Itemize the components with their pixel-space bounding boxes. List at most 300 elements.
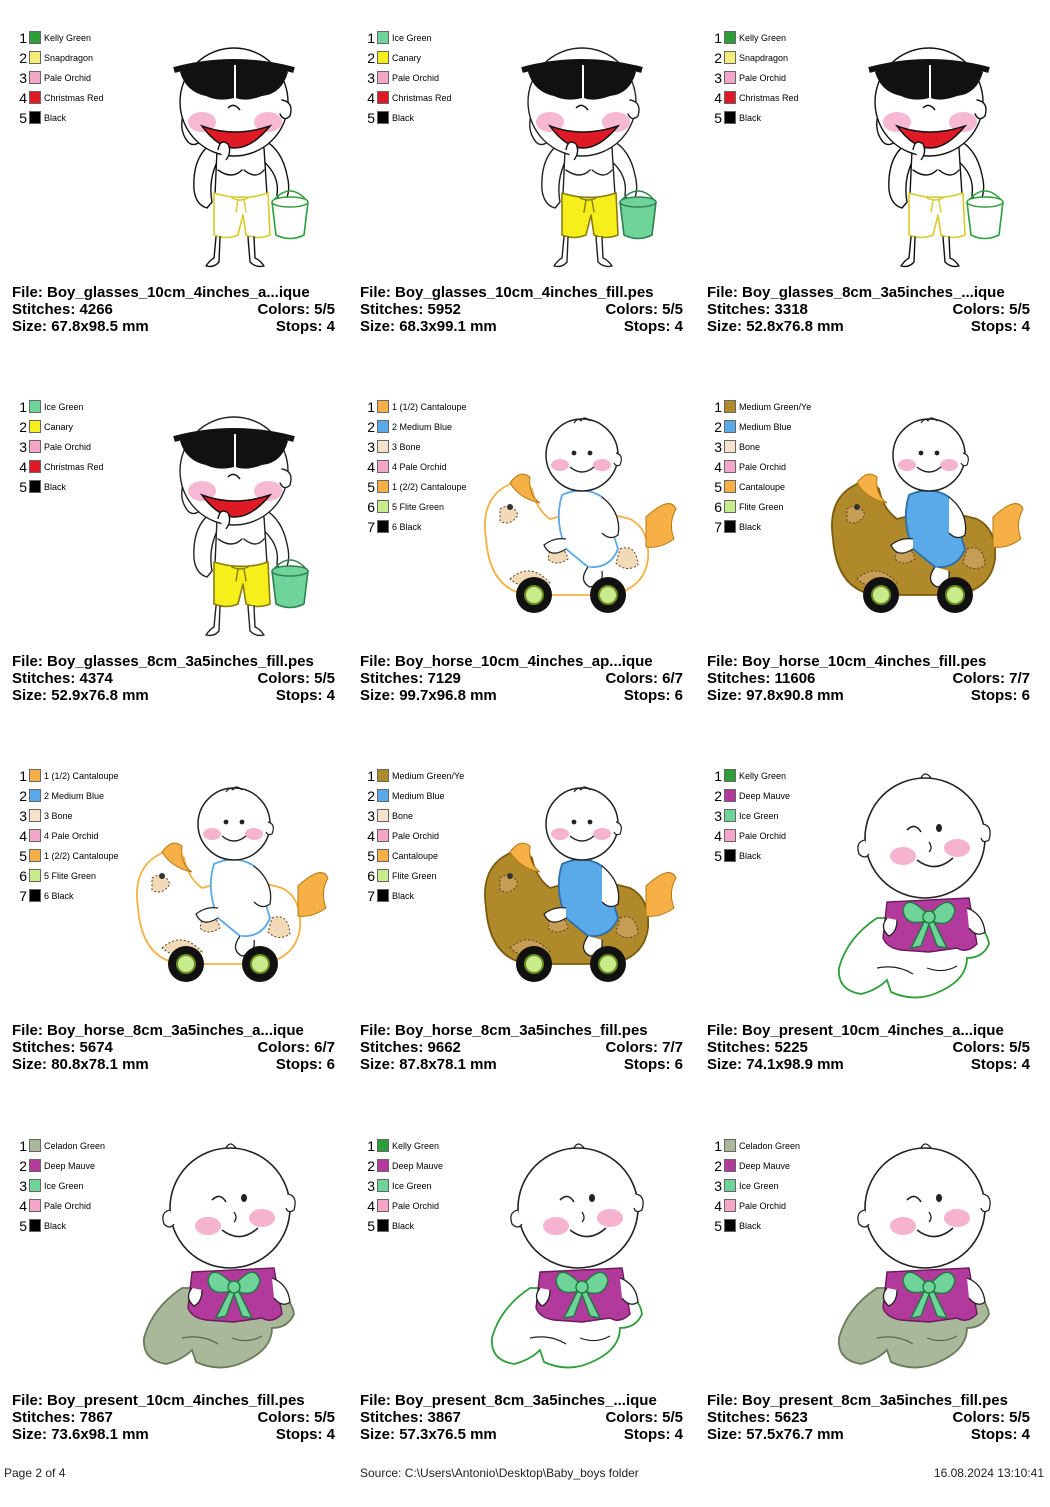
embroidery-boy-present xyxy=(122,1138,347,1378)
stitches-label: Stitches: xyxy=(12,1409,80,1426)
legend-row xyxy=(711,70,831,86)
design-info xyxy=(12,1022,335,1073)
legend-index: 1 xyxy=(367,768,375,784)
embroidery-boy-present xyxy=(470,1138,695,1378)
thread-color-swatch xyxy=(724,829,736,842)
page-number: Page 2 of 4 xyxy=(4,1466,66,1480)
legend-row xyxy=(16,888,136,904)
legend-index: 7 xyxy=(367,519,375,535)
legend-row xyxy=(364,419,484,435)
file-label: File: xyxy=(360,1022,396,1039)
file-row xyxy=(12,653,335,670)
stitches-label: Stitches: xyxy=(360,1409,428,1426)
colors-label: Colors: xyxy=(605,670,663,687)
stitches-value: 5674 xyxy=(79,1039,113,1056)
legend-row xyxy=(711,399,831,415)
file-name: Boy_glasses_10cm_4inches_a...ique xyxy=(47,284,310,301)
legend-row xyxy=(364,70,484,86)
thread-name: Medium Blue xyxy=(392,791,445,801)
legend-row xyxy=(711,90,831,106)
thread-color-swatch xyxy=(377,520,389,533)
stops-label: Stops: xyxy=(275,1426,327,1443)
legend-index: 3 xyxy=(19,70,27,86)
stops-label: Stops: xyxy=(970,1056,1022,1073)
design-info xyxy=(12,653,335,704)
thread-color-swatch xyxy=(724,1219,736,1232)
design-info xyxy=(707,653,1030,704)
legend-index: 1 xyxy=(714,30,722,46)
legend-index: 5 xyxy=(714,479,722,495)
legend-index: 2 xyxy=(19,50,27,66)
stitches-value: 7867 xyxy=(79,1409,113,1426)
thread-name: Cantaloupe xyxy=(392,851,439,861)
size-row xyxy=(360,318,683,335)
thread-name: Ice Green xyxy=(44,1181,84,1191)
legend-row xyxy=(16,30,136,46)
thread-color-swatch xyxy=(29,480,41,493)
legend-index: 4 xyxy=(19,828,27,844)
thread-name: Black xyxy=(44,1221,67,1231)
thread-color-swatch xyxy=(377,440,389,453)
legend-index: 2 xyxy=(19,1158,27,1174)
stitches-label: Stitches: xyxy=(360,670,428,687)
file-name: Boy_horse_10cm_4inches_ap...ique xyxy=(395,653,653,670)
embroidery-boy-present xyxy=(817,1138,1042,1378)
legend-row xyxy=(364,459,484,475)
design-card xyxy=(12,30,359,399)
thread-name: 5 Flite Green xyxy=(392,502,445,512)
colors-label: Colors: xyxy=(257,1039,315,1056)
thread-color-swatch xyxy=(724,809,736,822)
stitches-label: Stitches: xyxy=(707,1409,775,1426)
size-label: Size: xyxy=(707,687,747,704)
size-value: 74.1x98.9 mm xyxy=(746,1056,844,1073)
size-row xyxy=(12,1426,335,1443)
legend-row xyxy=(16,50,136,66)
stitches-row xyxy=(707,1039,1030,1056)
stops-value: 4 xyxy=(326,1426,335,1443)
thread-color-swatch xyxy=(29,889,41,902)
legend-index: 5 xyxy=(19,848,27,864)
thread-color-swatch xyxy=(377,71,389,84)
thread-name: Kelly Green xyxy=(739,33,787,43)
legend-index: 2 xyxy=(19,788,27,804)
design-preview xyxy=(470,30,695,270)
file-row xyxy=(12,284,335,301)
legend-index: 5 xyxy=(367,1218,375,1234)
file-label: File: xyxy=(360,1392,396,1409)
thread-name: Canary xyxy=(392,53,422,63)
embroidery-boy-present xyxy=(817,768,1042,1008)
design-info xyxy=(360,1392,683,1443)
legend-index: 2 xyxy=(367,50,375,66)
legend-row xyxy=(364,848,484,864)
colors-label: Colors: xyxy=(257,1409,315,1426)
legend-row xyxy=(364,499,484,515)
thread-color-swatch xyxy=(29,91,41,104)
legend-index: 6 xyxy=(367,868,375,884)
legend-row xyxy=(711,1158,831,1174)
stops-label: Stops: xyxy=(275,318,327,335)
thread-name: Medium Green/Ye xyxy=(392,771,465,781)
legend-index: 1 xyxy=(714,399,722,415)
legend-index: 1 xyxy=(19,768,27,784)
thread-name: 6 Black xyxy=(44,891,74,901)
thread-name: 1 (2/2) Cantaloupe xyxy=(392,482,467,492)
legend-row xyxy=(711,768,831,784)
thread-name: Black xyxy=(739,113,762,123)
legend-index: 3 xyxy=(19,1178,27,1194)
legend-index: 6 xyxy=(19,868,27,884)
stops-label: Stops: xyxy=(623,687,675,704)
embroidery-boy-horse xyxy=(470,399,695,639)
thread-color-swatch xyxy=(724,420,736,433)
stops-value: 4 xyxy=(326,687,335,704)
stitches-label: Stitches: xyxy=(707,1039,775,1056)
design-preview xyxy=(817,768,1042,1008)
file-name: Boy_present_10cm_4inches_a...ique xyxy=(742,1022,1004,1039)
legend-index: 4 xyxy=(367,828,375,844)
thread-name: Pale Orchid xyxy=(392,1201,440,1211)
thread-color-swatch xyxy=(724,1159,736,1172)
legend-index: 3 xyxy=(367,808,375,824)
legend-row xyxy=(364,50,484,66)
thread-name: 5 Flite Green xyxy=(44,871,97,881)
legend-row xyxy=(16,110,136,126)
thread-color-swatch xyxy=(29,1139,41,1152)
thread-name: Pale Orchid xyxy=(44,1201,92,1211)
file-row xyxy=(360,284,683,301)
legend-index: 5 xyxy=(367,110,375,126)
stitches-value: 7129 xyxy=(427,670,461,687)
thread-name: Ice Green xyxy=(392,33,432,43)
legend-row xyxy=(711,1198,831,1214)
design-preview xyxy=(122,768,347,1008)
stops-value: 4 xyxy=(674,1426,683,1443)
size-label: Size: xyxy=(12,687,52,704)
legend-row xyxy=(16,419,136,435)
size-row xyxy=(707,1426,1030,1443)
thread-color-swatch xyxy=(377,1179,389,1192)
design-card xyxy=(360,1138,707,1507)
thread-name: 1 (2/2) Cantaloupe xyxy=(44,851,119,861)
size-value: 87.8x78.1 mm xyxy=(399,1056,497,1073)
size-row xyxy=(360,1426,683,1443)
legend-row xyxy=(364,479,484,495)
thread-color-swatch xyxy=(29,829,41,842)
thread-color-swatch xyxy=(29,869,41,882)
size-label: Size: xyxy=(360,318,400,335)
legend-row xyxy=(364,519,484,535)
stops-label: Stops: xyxy=(275,687,327,704)
design-info xyxy=(12,284,335,335)
file-row xyxy=(707,284,1030,301)
legend-index: 1 xyxy=(367,30,375,46)
design-preview xyxy=(122,399,347,639)
thread-name: 1 (1/2) Cantaloupe xyxy=(392,402,467,412)
embroidery-boy-horse xyxy=(817,399,1042,639)
size-value: 97.8x90.8 mm xyxy=(746,687,844,704)
stops-label: Stops: xyxy=(623,1426,675,1443)
legend-index: 1 xyxy=(19,399,27,415)
legend-index: 4 xyxy=(367,459,375,475)
thread-color-swatch xyxy=(377,789,389,802)
stitches-row xyxy=(12,1039,335,1056)
size-label: Size: xyxy=(12,1426,52,1443)
legend-row xyxy=(364,1138,484,1154)
thread-name: 3 Bone xyxy=(392,442,421,452)
legend-index: 7 xyxy=(367,888,375,904)
legend-row xyxy=(16,439,136,455)
thread-color-swatch xyxy=(29,460,41,473)
legend-row xyxy=(711,419,831,435)
legend-index: 5 xyxy=(714,110,722,126)
colors-value: 7/7 xyxy=(662,1039,683,1056)
legend-row xyxy=(364,768,484,784)
colors-label: Colors: xyxy=(605,1409,663,1426)
thread-color-swatch xyxy=(29,51,41,64)
colors-value: 5/5 xyxy=(1009,1409,1030,1426)
file-row xyxy=(360,1392,683,1409)
design-preview xyxy=(470,399,695,639)
thread-color-swatch xyxy=(377,1139,389,1152)
legend-index: 2 xyxy=(714,50,722,66)
legend-row xyxy=(16,459,136,475)
design-info xyxy=(360,1022,683,1073)
legend-row xyxy=(16,848,136,864)
thread-name: Deep Mauve xyxy=(739,1161,791,1171)
thread-color-swatch xyxy=(377,500,389,513)
legend-index: 7 xyxy=(714,519,722,535)
legend-index: 4 xyxy=(19,90,27,106)
legend-index: 2 xyxy=(367,788,375,804)
stops-label: Stops: xyxy=(623,1056,675,1073)
thread-name: Black xyxy=(392,891,415,901)
legend-row xyxy=(16,90,136,106)
legend-row xyxy=(364,90,484,106)
colors-value: 5/5 xyxy=(1009,301,1030,318)
legend-row xyxy=(364,1158,484,1174)
size-value: 52.8x76.8 mm xyxy=(746,318,844,335)
legend-row xyxy=(364,808,484,824)
file-label: File: xyxy=(12,284,48,301)
size-row xyxy=(707,1056,1030,1073)
file-label: File: xyxy=(12,653,48,670)
design-info xyxy=(360,653,683,704)
legend-row xyxy=(711,110,831,126)
file-label: File: xyxy=(707,1392,743,1409)
design-info xyxy=(707,284,1030,335)
legend-index: 1 xyxy=(714,1138,722,1154)
legend-index: 4 xyxy=(367,1198,375,1214)
legend-row xyxy=(364,1198,484,1214)
colors-label: Colors: xyxy=(257,301,315,318)
legend-row xyxy=(711,788,831,804)
legend-index: 3 xyxy=(714,70,722,86)
legend-row xyxy=(364,788,484,804)
thread-color-swatch xyxy=(724,31,736,44)
legend-row xyxy=(711,1178,831,1194)
thread-color-swatch xyxy=(377,111,389,124)
legend-row xyxy=(364,439,484,455)
legend-index: 7 xyxy=(19,888,27,904)
thread-name: Ice Green xyxy=(392,1181,432,1191)
thread-color-swatch xyxy=(29,31,41,44)
colors-label: Colors: xyxy=(952,1409,1010,1426)
design-card xyxy=(360,30,707,399)
stitches-label: Stitches: xyxy=(707,670,775,687)
file-label: File: xyxy=(12,1022,48,1039)
legend-row xyxy=(711,499,831,515)
stitches-value: 5952 xyxy=(427,301,461,318)
design-card xyxy=(360,399,707,768)
colors-value: 6/7 xyxy=(662,670,683,687)
stops-label: Stops: xyxy=(970,687,1022,704)
thread-name: Canary xyxy=(44,422,74,432)
stitches-row xyxy=(360,301,683,318)
legend-index: 4 xyxy=(714,828,722,844)
file-name: Boy_horse_8cm_3a5inches_fill.pes xyxy=(395,1022,648,1039)
colors-value: 5/5 xyxy=(314,1409,335,1426)
thread-color-swatch xyxy=(29,1199,41,1212)
size-value: 68.3x99.1 mm xyxy=(399,318,497,335)
thread-color-swatch xyxy=(377,480,389,493)
legend-index: 3 xyxy=(714,1178,722,1194)
thread-name: 4 Pale Orchid xyxy=(392,462,447,472)
legend-row xyxy=(711,519,831,535)
legend-row xyxy=(711,459,831,475)
thread-name: Pale Orchid xyxy=(392,73,440,83)
size-label: Size: xyxy=(707,318,747,335)
embroidery-boy-horse xyxy=(470,768,695,1008)
thread-name: Pale Orchid xyxy=(739,1201,787,1211)
thread-color-swatch xyxy=(724,51,736,64)
thread-color-swatch xyxy=(377,849,389,862)
legend-index: 5 xyxy=(367,479,375,495)
file-label: File: xyxy=(360,284,396,301)
legend-row xyxy=(364,828,484,844)
colors-label: Colors: xyxy=(257,670,315,687)
design-info xyxy=(360,284,683,335)
legend-row xyxy=(16,868,136,884)
legend-row xyxy=(16,808,136,824)
thread-name: 2 Medium Blue xyxy=(44,791,105,801)
stitches-value: 3318 xyxy=(774,301,808,318)
design-card xyxy=(707,1138,1050,1507)
embroidery-boy-glasses xyxy=(122,399,347,639)
file-name: Boy_horse_8cm_3a5inches_a...ique xyxy=(47,1022,304,1039)
size-label: Size: xyxy=(360,1056,400,1073)
thread-name: Kelly Green xyxy=(392,1141,440,1151)
stitches-row xyxy=(707,301,1030,318)
design-preview xyxy=(817,30,1042,270)
thread-name: Black xyxy=(739,851,762,861)
thread-color-swatch xyxy=(29,1219,41,1232)
thread-color-swatch xyxy=(724,71,736,84)
stitches-value: 11606 xyxy=(774,670,816,687)
file-row xyxy=(12,1392,335,1409)
design-card xyxy=(707,399,1050,768)
thread-color-swatch xyxy=(724,789,736,802)
stitches-label: Stitches: xyxy=(12,1039,80,1056)
thread-color-swatch xyxy=(377,460,389,473)
thread-color-swatch xyxy=(724,111,736,124)
legend-index: 3 xyxy=(367,439,375,455)
thread-name: Black xyxy=(392,113,415,123)
stitches-value: 5623 xyxy=(774,1409,808,1426)
size-value: 52.9x76.8 mm xyxy=(51,687,149,704)
thread-name: 1 (1/2) Cantaloupe xyxy=(44,771,119,781)
stops-value: 4 xyxy=(326,318,335,335)
thread-color-swatch xyxy=(724,460,736,473)
file-name: Boy_present_8cm_3a5inches_fill.pes xyxy=(742,1392,1008,1409)
size-row xyxy=(707,318,1030,335)
colors-value: 5/5 xyxy=(314,670,335,687)
legend-index: 3 xyxy=(714,808,722,824)
size-value: 99.7x96.8 mm xyxy=(399,687,497,704)
thread-color-swatch xyxy=(29,789,41,802)
thread-name: Christmas Red xyxy=(392,93,452,103)
thread-color-swatch xyxy=(29,1179,41,1192)
thread-name: Black xyxy=(44,482,67,492)
embroidery-boy-horse xyxy=(122,768,347,1008)
thread-name: Pale Orchid xyxy=(392,831,440,841)
stops-value: 6 xyxy=(326,1056,335,1073)
size-value: 57.3x76.5 mm xyxy=(399,1426,497,1443)
thread-name: Kelly Green xyxy=(739,771,787,781)
colors-value: 6/7 xyxy=(314,1039,335,1056)
colors-value: 7/7 xyxy=(1009,670,1030,687)
colors-label: Colors: xyxy=(952,1039,1010,1056)
legend-row xyxy=(364,868,484,884)
thread-color-swatch xyxy=(724,769,736,782)
file-row xyxy=(707,1022,1030,1039)
legend-row xyxy=(364,30,484,46)
legend-index: 4 xyxy=(367,90,375,106)
size-label: Size: xyxy=(360,687,400,704)
thread-name: Christmas Red xyxy=(44,462,104,472)
thread-color-swatch xyxy=(29,1159,41,1172)
thread-color-swatch xyxy=(724,1199,736,1212)
thread-color-swatch xyxy=(377,1159,389,1172)
legend-index: 1 xyxy=(19,30,27,46)
stops-label: Stops: xyxy=(970,1426,1022,1443)
file-label: File: xyxy=(12,1392,48,1409)
stitches-label: Stitches: xyxy=(12,670,80,687)
legend-index: 5 xyxy=(19,1218,27,1234)
thread-name: Pale Orchid xyxy=(739,462,787,472)
design-card xyxy=(707,30,1050,399)
size-row xyxy=(360,687,683,704)
file-name: Boy_glasses_8cm_3a5inches_...ique xyxy=(742,284,1005,301)
legend-index: 3 xyxy=(367,70,375,86)
file-label: File: xyxy=(707,284,743,301)
design-card xyxy=(12,768,359,1137)
legend-index: 3 xyxy=(714,439,722,455)
thread-name: Deep Mauve xyxy=(44,1161,96,1171)
legend-row xyxy=(711,50,831,66)
stitches-value: 3867 xyxy=(427,1409,461,1426)
thread-color-swatch xyxy=(377,869,389,882)
legend-row xyxy=(711,1218,831,1234)
legend-index: 2 xyxy=(714,1158,722,1174)
legend-index: 2 xyxy=(367,419,375,435)
size-value: 73.6x98.1 mm xyxy=(51,1426,149,1443)
stops-value: 6 xyxy=(1021,687,1030,704)
legend-row xyxy=(16,1158,136,1174)
legend-index: 6 xyxy=(367,499,375,515)
stitches-label: Stitches: xyxy=(707,301,775,318)
